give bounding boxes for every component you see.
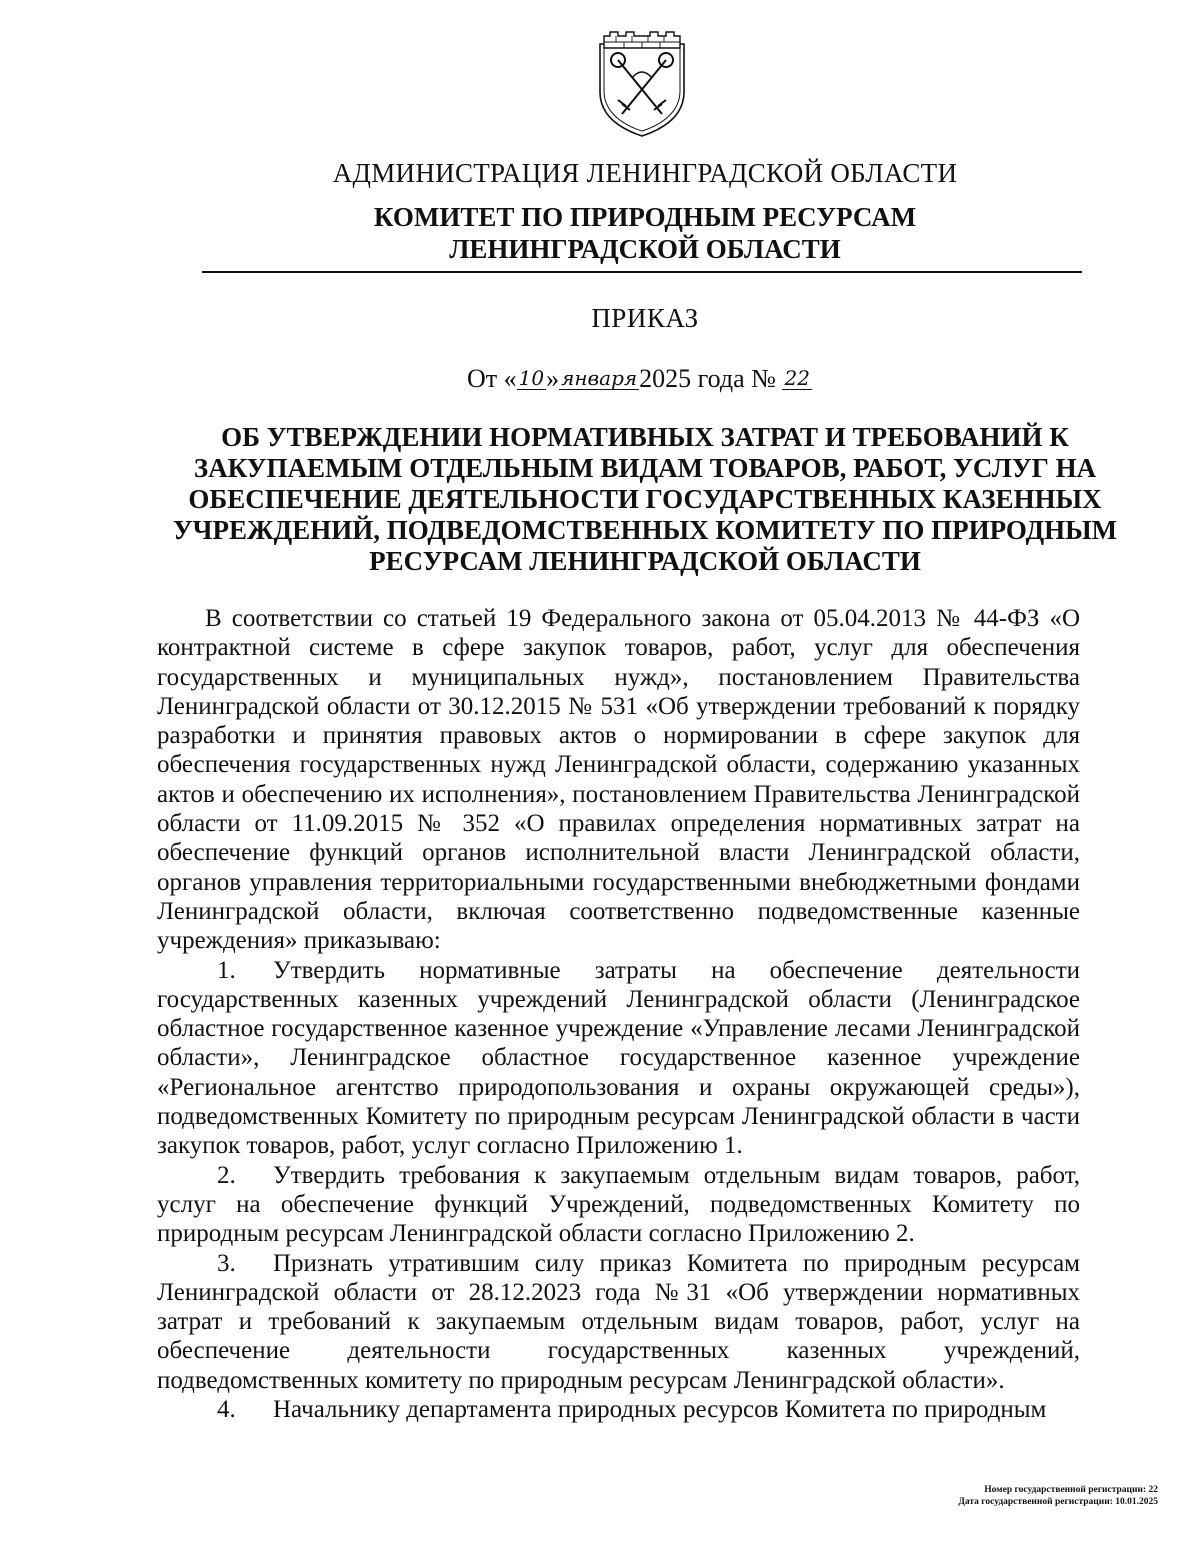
preamble-paragraph: В соответствии со статьей 19 Федерального закона от 05.04.2013 № 44-ФЗ «О контрактной системе в сфере закупок товаров, работ, услуг для обеспечения государственных и муниципальных нужд», постановлением Правительства Ленинградской области от 30.12.2015 № 531 «Об утверждении требований к порядку разработки и принятия правовых актов о нормировании в сфере закупок для обеспечения государственных нужд Ленинградской области, содержанию указанных актов и обеспечению их исполнения», постановлением Правительства Ленинградской области от 11.09.2015 № 352 «О правилах определения нормативных затрат на обеспечение функций органов исполнительной власти Ленинградской области, органов управления территориальными государственными внебюджетными фондами Ленинградской области, включая соответственно подведомственные казенные учреждения» приказываю: bbox=[157, 605, 1080, 955]
committee-name bbox=[0, 201, 1200, 265]
heading-line-5: РЕСУРСАМ ЛЕНИНГРАДСКОЙ ОБЛАСТИ bbox=[369, 546, 921, 576]
registration-number: Номер государственной регистрации: 22 bbox=[984, 1485, 1158, 1495]
order-year-text: 2025 года № bbox=[639, 364, 776, 393]
registration-date: Дата государственной регистрации: 10.01.2025 bbox=[958, 1497, 1158, 1507]
item-number: 2. bbox=[217, 1161, 236, 1189]
item-number: 3. bbox=[217, 1249, 236, 1277]
administration-name: АДМИНИСТРАЦИЯ ЛЕНИНГРАДСКОЙ ОБЛАСТИ bbox=[332, 158, 958, 188]
heading-line-4: УЧРЕЖДЕНИЙ, ПОДВЕДОМСТВЕННЫХ КОМИТЕТУ ПО ПРИРОДНЫМ bbox=[172, 515, 1118, 545]
order-item bbox=[157, 1395, 1080, 1424]
item-number: 4. bbox=[217, 1396, 236, 1424]
order-day-handwritten: 10 bbox=[518, 366, 545, 390]
coat-of-arms-emblem bbox=[596, 30, 688, 138]
header-divider bbox=[202, 271, 1082, 273]
heading-line-3: ОБЕСПЕЧЕНИЕ ДЕЯТЕЛЬНОСТИ ГОСУДАРСТВЕННЫХ КАЗЕННЫХ bbox=[188, 484, 1102, 514]
date-prefix: От « bbox=[467, 364, 517, 393]
order-item bbox=[157, 956, 1080, 1161]
item-text: Утвердить требования к закупаемым отдельным видам товаров, работ, услуг на обеспечение функций Учреждений, подведомственных Комитету по природным ресурсам Ленинградской области согласно Приложению 2. bbox=[157, 1161, 1080, 1248]
order-date-line bbox=[467, 364, 812, 394]
heading-line-1: ОБ УТВЕРЖДЕНИИ НОРМАТИВНЫХ ЗАТРАТ И ТРЕБОВАНИЙ К bbox=[221, 422, 1069, 452]
day-close-quote: » bbox=[546, 364, 560, 393]
item-text: Признать утратившим силу приказ Комитета по природным ресурсам Ленинградской области от 28.12.2023 года №31 «Об утверждении нормативных затрат и требований к закупаемым отдельным видам товаров, работ, услуг на обеспечение деятельности государственных казенных учреждений, подведомственных комитету по природным ресурсам Ленинградской области». bbox=[157, 1249, 1080, 1394]
order-item bbox=[157, 1249, 1080, 1395]
order-heading bbox=[150, 422, 1140, 577]
committee-line-1: КОМИТЕТ ПО ПРИРОДНЫМ РЕСУРСАМ bbox=[373, 202, 917, 232]
order-month-handwritten: января bbox=[561, 366, 638, 390]
item-text: Утвердить нормативные затраты на обеспечение деятельности государственных казенных учреждений Ленинградской области (Ленинградское областное государственное казенное учреждение «Управление лесами Ленинградской области», Ленинградское областное государственное казенное учреждение «Региональное агентство природопользования и охраны окружающей среды»), подведомственных Комитету по природным ресурсам Ленинградской области в части закупок товаров, работ, услуг согласно Приложению 1. bbox=[157, 956, 1080, 1160]
order-item bbox=[157, 1161, 1080, 1249]
heading-line-2: ЗАКУПАЕМЫМ ОТДЕЛЬНЫМ ВИДАМ ТОВАРОВ, РАБОТ, УСЛУГ НА bbox=[193, 453, 1097, 483]
order-body bbox=[157, 604, 1080, 1424]
item-number: 1. bbox=[217, 956, 236, 984]
committee-line-2: ЛЕНИНГРАДСКОЙ ОБЛАСТИ bbox=[449, 234, 841, 264]
order-number-handwritten: 22 bbox=[784, 366, 810, 390]
order-title: ПРИКАЗ bbox=[591, 303, 699, 333]
item-text: Начальнику департамента природных ресурсов Комитета по природным bbox=[273, 1396, 1047, 1424]
registration-stamp bbox=[958, 1484, 1158, 1508]
